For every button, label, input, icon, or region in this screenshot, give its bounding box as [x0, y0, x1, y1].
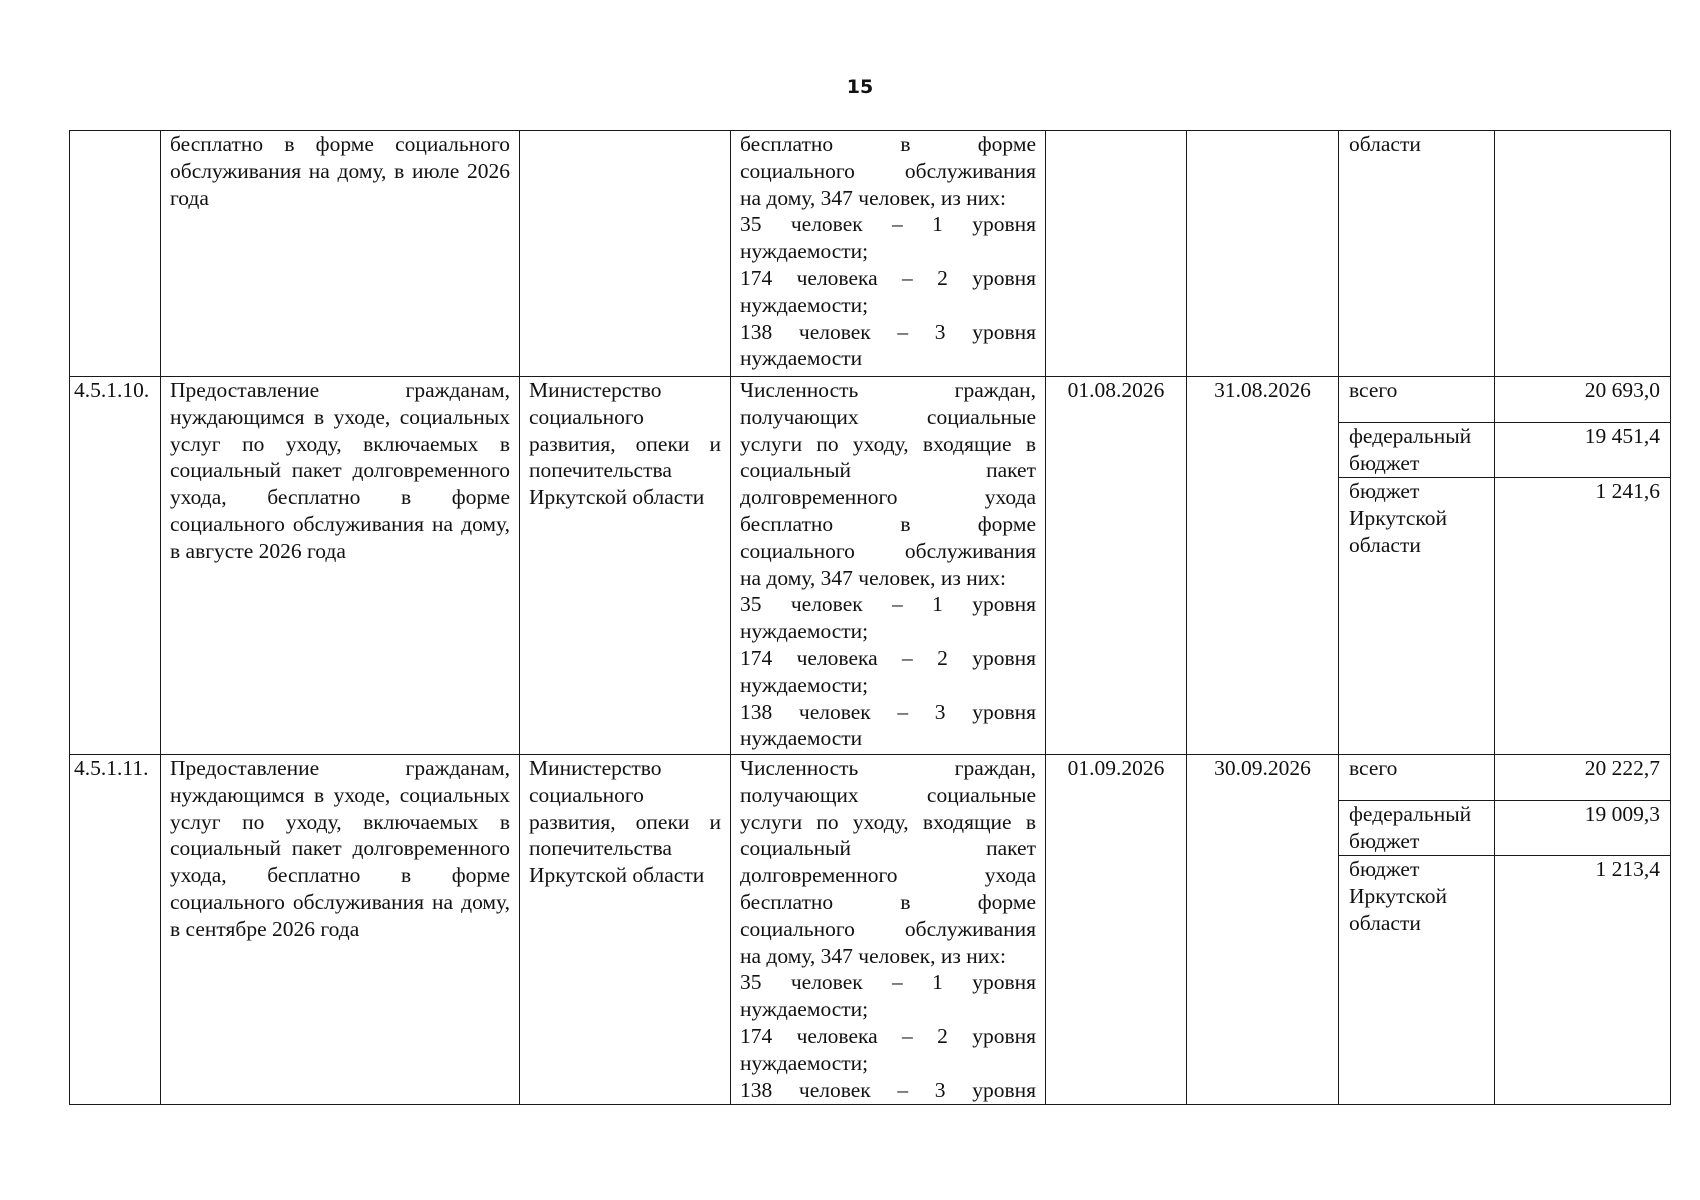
funding-amount: 1 213,4	[1595, 857, 1660, 881]
result-line: долговременного ухода	[740, 485, 1036, 510]
table-row	[70, 131, 1671, 377]
result-line: 138 человек – 3 уровня	[740, 319, 1036, 344]
result-line: на дому, 347 человек, из них:	[740, 565, 1006, 590]
result-line: нуждаемости	[740, 346, 863, 371]
result-line: социального обслуживания	[740, 538, 1036, 563]
event-description: Предоставление гражданам, нуждающимся в уходе, социальных услуг по уходу, включаемых в социальный пакет долговременного ухода, бесплатно в форме социального обслуживания на дому, в августе 2026 года	[161, 377, 520, 755]
start-date: 01.09.2026	[1046, 755, 1187, 1105]
funding-source: федеральный бюджет	[1339, 423, 1494, 478]
result-indicator	[731, 131, 1046, 377]
result-line: 35 человек – 1 уровня	[740, 592, 1036, 617]
result-line: нуждаемости;	[740, 997, 869, 1022]
result-line: Численность граждан,	[740, 378, 1036, 402]
row-number: 4.5.1.10.	[70, 377, 161, 755]
funding-amounts	[1495, 377, 1671, 755]
result-line: получающих социальные	[740, 404, 1036, 429]
funding-sources	[1339, 377, 1495, 755]
result-line: получающих социальные	[740, 782, 1036, 807]
result-indicator	[731, 755, 1046, 1105]
funding-source: всего	[1339, 755, 1494, 801]
result-line: социального обслуживания	[740, 158, 1036, 183]
result-indicator	[731, 377, 1046, 755]
result-line: на дому, 347 человек, из них:	[740, 943, 1006, 968]
table-row	[70, 377, 1671, 755]
result-line: 35 человек – 1 уровня	[740, 970, 1036, 995]
result-line: бесплатно в форме	[740, 132, 1036, 156]
row-number	[70, 131, 161, 377]
executor: Министерство социального развития, опеки и попечительства Иркутской области	[520, 755, 731, 1105]
event-description: бесплатно в форме социального обслуживания на дому, в июле 2026 года	[161, 131, 520, 377]
result-line: социальный пакет	[740, 458, 1036, 483]
start-date	[1046, 131, 1187, 377]
funding-source: бюджет Иркутской области	[1349, 479, 1447, 557]
funding-amount: 19 451,4	[1495, 423, 1670, 478]
result-line: услуги по уходу, входящие в	[740, 809, 1036, 834]
result-line: нуждаемости;	[740, 292, 869, 317]
funding-amount: 1 241,6	[1595, 479, 1660, 503]
result-line: 138 человек – 3 уровня	[740, 699, 1036, 724]
program-table	[69, 130, 1671, 1105]
funding-source: бюджет Иркутской области	[1349, 857, 1447, 935]
result-line: социальный пакет	[740, 836, 1036, 861]
end-date: 31.08.2026	[1187, 377, 1339, 755]
funding-sources	[1339, 131, 1495, 377]
result-line: нуждаемости;	[740, 239, 869, 264]
funding-source: всего	[1339, 377, 1494, 423]
result-line: услуги по уходу, входящие в	[740, 431, 1036, 456]
result-line: 174 человека – 2 уровня	[740, 1023, 1036, 1048]
result-line: нуждаемости	[740, 726, 863, 751]
executor	[520, 131, 731, 377]
start-date: 01.08.2026	[1046, 377, 1187, 755]
result-line: Численность граждан,	[740, 756, 1036, 780]
funding-amount: 20 693,0	[1495, 377, 1670, 423]
funding-source: области	[1349, 132, 1421, 156]
result-line: нуждаемости;	[740, 1050, 869, 1075]
funding-amount: 19 009,3	[1495, 801, 1670, 856]
funding-amount: 20 222,7	[1495, 755, 1670, 801]
result-line: нуждаемости;	[740, 672, 869, 697]
row-number: 4.5.1.11.	[70, 755, 161, 1105]
result-line: 174 человека – 2 уровня	[740, 645, 1036, 670]
end-date	[1187, 131, 1339, 377]
result-line: бесплатно в форме	[740, 511, 1036, 536]
result-line: долговременного ухода	[740, 863, 1036, 888]
result-line: социального обслуживания	[740, 916, 1036, 941]
result-line: 35 человек – 1 уровня	[740, 212, 1036, 237]
executor: Министерство социального развития, опеки и попечительства Иркутской области	[520, 377, 731, 755]
result-line: 138 человек – 3 уровня	[740, 1077, 1036, 1102]
table-row	[70, 755, 1671, 1105]
funding-amounts	[1495, 131, 1671, 377]
funding-sources	[1339, 755, 1495, 1105]
funding-source: федеральный бюджет	[1339, 801, 1494, 856]
funding-amounts	[1495, 755, 1671, 1105]
result-line: на дому, 347 человек, из них:	[740, 185, 1006, 210]
result-line: бесплатно в форме	[740, 889, 1036, 914]
end-date: 30.09.2026	[1187, 755, 1339, 1105]
page-number: 15	[846, 76, 874, 98]
event-description: Предоставление гражданам, нуждающимся в уходе, социальных услуг по уходу, включаемых в социальный пакет долговременного ухода, бесплатно в форме социального обслуживания на дому, в сентябре 2026 года	[161, 755, 520, 1105]
result-line: 174 человека – 2 уровня	[740, 265, 1036, 290]
result-line: нуждаемости;	[740, 619, 869, 644]
